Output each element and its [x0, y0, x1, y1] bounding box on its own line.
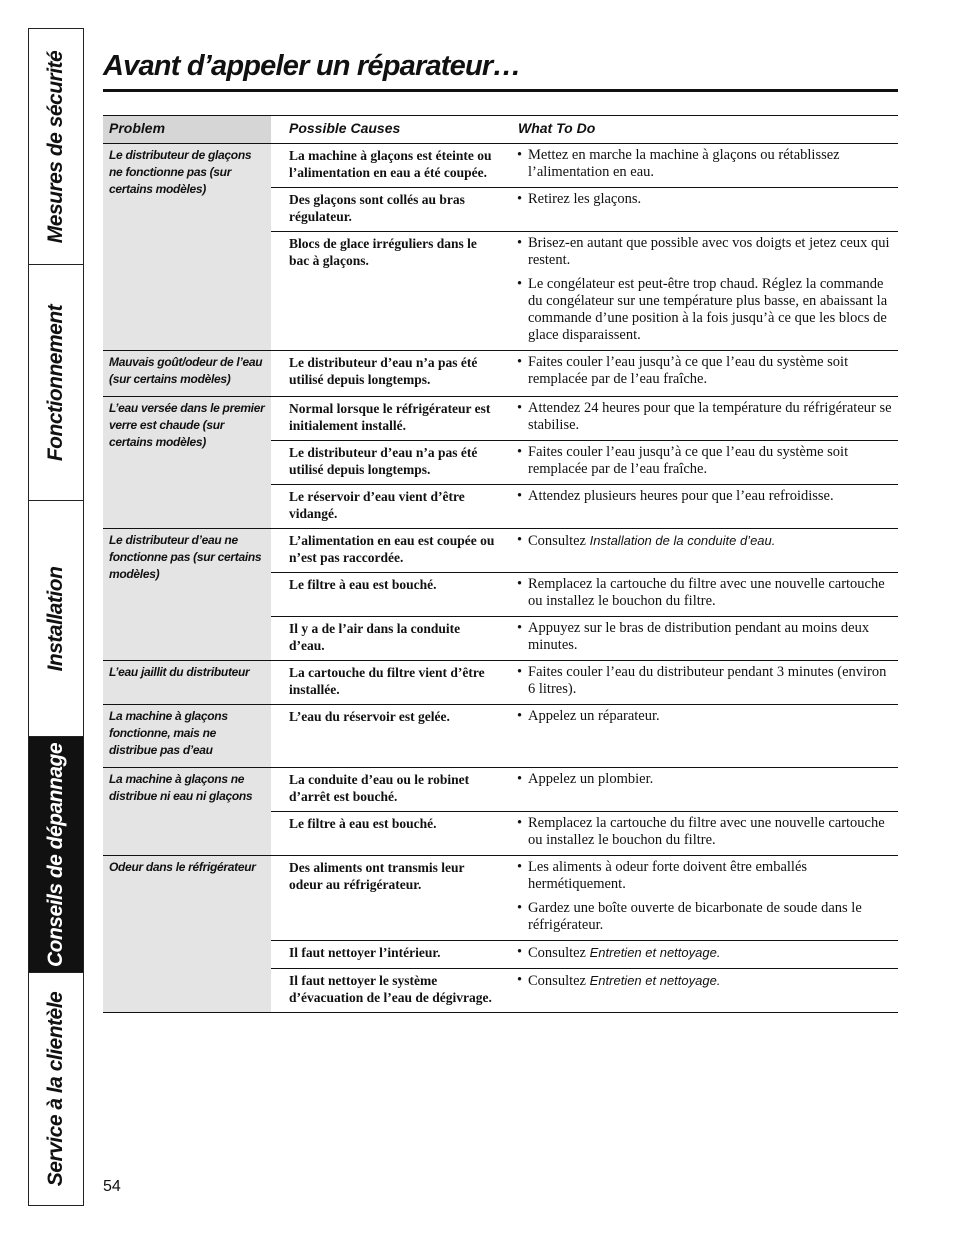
what-to-do-cell [501, 661, 898, 704]
cause-cell: Il faut nettoyer le système d’évacuation de l’eau de dégivrage. [289, 973, 492, 1005]
problem-section [103, 529, 898, 661]
action-text-wrap [528, 147, 894, 181]
problem-cell: Le distributeur de glaçons ne fonctionne pas (sur certains modèles) [103, 144, 271, 350]
side-tab-label: Installation [44, 566, 67, 671]
what-to-do-cell [501, 397, 898, 440]
problem-section [103, 397, 898, 529]
cause-rows [271, 705, 898, 767]
cause-cell: Il faut nettoyer l’intérieur. [289, 945, 441, 960]
action-text-wrap [528, 276, 894, 344]
what-to-do-cell [501, 144, 898, 187]
bullet-icon: • [517, 444, 523, 460]
action-text: Consultez [528, 973, 590, 989]
header-what-to-do: What To Do [518, 120, 596, 136]
table-row [271, 661, 898, 704]
cause-rows [271, 529, 898, 660]
cause-cell: Normal lorsque le réfrigérateur est initialement installé. [289, 401, 491, 433]
what-to-do-cell [501, 232, 898, 350]
section-tab-strip [28, 28, 84, 1206]
side-tab-label: Service à la clientèle [44, 991, 67, 1187]
problem-section [103, 351, 898, 397]
action-item [517, 444, 894, 478]
bullet-icon: • [517, 532, 523, 548]
what-to-do-cell [501, 573, 898, 616]
table-row [271, 768, 898, 811]
side-tab-troubleshooting[interactable] [29, 737, 83, 973]
action-item [517, 276, 894, 344]
bullet-icon: • [517, 147, 523, 163]
table-row [271, 616, 898, 660]
what-to-do-cell [501, 485, 898, 528]
action-item [517, 400, 894, 434]
cause-cell: Blocs de glace irréguliers dans le bac à glaçons. [289, 236, 477, 268]
what-to-do-cell [501, 856, 898, 940]
action-text: Attendez 24 heures pour que la température du réfrigérateur se stabilise. [528, 400, 892, 433]
action-text: Le congélateur est peut-être trop chaud. Réglez la commande du congélateur sur une température plus basse, en abaissant la commande d’une position à la fois jusqu’à ce que les blocs de glace disparaissent. [528, 276, 888, 343]
header-problem: Problem [109, 120, 166, 136]
table-body [103, 144, 898, 1013]
action-text-wrap [528, 664, 894, 698]
problem-section [103, 856, 898, 1013]
action-text: Attendez plusieurs heures pour que l’eau refroidisse. [528, 488, 834, 504]
action-item [517, 944, 894, 962]
problem-cell: L’eau jaillit du distributeur [103, 661, 271, 704]
action-text: Appuyez sur le bras de distribution pendant au moins deux minutes. [528, 620, 870, 653]
cause-cell: Des glaçons sont collés au bras régulateur. [289, 192, 465, 224]
action-item [517, 900, 894, 934]
action-text-wrap [528, 532, 775, 550]
action-text-wrap [528, 815, 894, 849]
table-row [271, 484, 898, 528]
table-row [271, 351, 898, 394]
bullet-icon: • [517, 944, 523, 960]
what-to-do-cell [501, 441, 898, 484]
action-item [517, 147, 894, 181]
action-text: Retirez les glaçons. [528, 191, 642, 207]
what-to-do-cell [501, 941, 898, 968]
cause-cell: Le filtre à eau est bouché. [289, 816, 437, 831]
action-item [517, 488, 894, 505]
bullet-icon: • [517, 900, 523, 916]
action-item [517, 354, 894, 388]
action-text: Les aliments à odeur forte doivent être emballés hermétiquement. [528, 859, 808, 892]
bullet-icon: • [517, 664, 523, 680]
action-item [517, 576, 894, 610]
action-text-wrap [528, 488, 834, 505]
action-text: Consultez [528, 533, 590, 549]
action-text: Appelez un plombier. [528, 771, 654, 787]
action-item [517, 972, 894, 990]
action-text: Appelez un réparateur. [528, 708, 660, 724]
problem-cell: Odeur dans le réfrigérateur [103, 856, 271, 1012]
bullet-icon: • [517, 771, 523, 787]
action-item [517, 859, 894, 893]
cross-reference: Entretien et nettoyage. [589, 973, 721, 988]
action-text: Faites couler l’eau jusqu’à ce que l’eau du système soit remplacée par de l’eau fraîche. [528, 354, 849, 387]
cause-rows [271, 351, 898, 396]
action-item [517, 664, 894, 698]
cause-rows [271, 768, 898, 855]
cause-cell: Le distributeur d’eau n’a pas été utilisé depuis longtemps. [289, 445, 478, 477]
bullet-icon: • [517, 276, 523, 292]
cross-reference: Installation de la conduite d’eau. [589, 533, 776, 548]
table-header [103, 115, 898, 144]
cause-cell: Le réservoir d’eau vient d’être vidangé. [289, 489, 465, 521]
cause-cell: Le distributeur d’eau n’a pas été utilisé depuis longtemps. [289, 355, 478, 387]
what-to-do-cell [501, 768, 898, 811]
action-item [517, 235, 894, 269]
action-text-wrap [528, 859, 894, 893]
table-row [271, 231, 898, 350]
what-to-do-cell [501, 969, 898, 1012]
table-row [271, 940, 898, 968]
side-tab-label: Mesures de sécurité [44, 50, 67, 243]
action-item [517, 815, 894, 849]
side-tab-safety[interactable] [29, 29, 83, 265]
action-text-wrap [528, 235, 894, 269]
action-text-wrap [528, 620, 894, 654]
title-divider [103, 89, 898, 92]
page-title: Avant d’appeler un réparateur… [103, 50, 521, 82]
cause-cell: Le filtre à eau est bouché. [289, 577, 437, 592]
bullet-icon: • [517, 191, 523, 207]
table-row [271, 144, 898, 187]
what-to-do-cell [501, 529, 898, 572]
action-text-wrap [528, 972, 720, 990]
what-to-do-cell [501, 812, 898, 855]
page-number: 54 [103, 1178, 121, 1195]
problem-section [103, 768, 898, 856]
action-text-wrap [528, 708, 660, 725]
header-possible-causes: Possible Causes [289, 120, 401, 136]
troubleshooting-table [103, 115, 898, 1013]
problem-cell: L’eau versée dans le premier verre est chaude (sur certains modèles) [103, 397, 271, 528]
action-text-wrap [528, 354, 894, 388]
problem-section [103, 661, 898, 705]
side-tab-customer-service[interactable] [29, 973, 83, 1205]
action-text: Faites couler l’eau du distributeur pendant 3 minutes (environ 6 litres). [528, 664, 887, 697]
problem-section [103, 705, 898, 768]
bullet-icon: • [517, 815, 523, 831]
table-row [271, 397, 898, 440]
action-item [517, 532, 894, 550]
action-text-wrap [528, 576, 894, 610]
table-row [271, 529, 898, 572]
cause-rows [271, 661, 898, 704]
cause-rows [271, 397, 898, 528]
action-text: Mettez en marche la machine à glaçons ou rétablissez l’alimentation en eau. [528, 147, 840, 180]
action-text: Consultez [528, 945, 590, 961]
bullet-icon: • [517, 620, 523, 636]
action-text: Remplacez la cartouche du filtre avec une nouvelle cartouche ou installez le bouchon du filtre. [528, 815, 885, 848]
cause-cell: La machine à glaçons est éteinte ou l’alimentation en eau a été coupée. [289, 148, 492, 180]
what-to-do-cell [501, 351, 898, 394]
action-text-wrap [528, 444, 894, 478]
table-row [271, 187, 898, 231]
side-tab-installation[interactable] [29, 501, 83, 737]
cause-cell: Il y a de l’air dans la conduite d’eau. [289, 621, 461, 653]
what-to-do-cell [501, 617, 898, 660]
cause-rows [271, 856, 898, 1012]
cause-cell: L’alimentation en eau est coupée ou n’est pas raccordée. [289, 533, 495, 565]
table-row [271, 705, 898, 731]
problem-cell: Mauvais goût/odeur de l’eau (sur certains modèles) [103, 351, 271, 396]
bullet-icon: • [517, 488, 523, 504]
bullet-icon: • [517, 576, 523, 592]
cause-rows [271, 144, 898, 350]
action-text-wrap [528, 400, 894, 434]
table-row [271, 572, 898, 616]
cross-reference: Entretien et nettoyage. [589, 945, 721, 960]
side-tab-label: Conseils de dépannage [44, 742, 67, 967]
table-row [271, 811, 898, 855]
what-to-do-cell [501, 705, 898, 731]
bullet-icon: • [517, 235, 523, 251]
problem-cell: La machine à glaçons fonctionne, mais ne distribue pas d’eau [103, 705, 271, 767]
bullet-icon: • [517, 859, 523, 875]
action-item [517, 191, 894, 208]
action-text: Gardez une boîte ouverte de bicarbonate de soude dans le réfrigérateur. [528, 900, 862, 933]
action-item [517, 708, 894, 725]
bullet-icon: • [517, 708, 523, 724]
problem-section [103, 144, 898, 351]
action-text-wrap [528, 944, 720, 962]
problem-cell: Le distributeur d’eau ne fonctionne pas (sur certains modèles) [103, 529, 271, 660]
action-text-wrap [528, 771, 653, 788]
action-text: Faites couler l’eau jusqu’à ce que l’eau du système soit remplacée par de l’eau fraîche. [528, 444, 849, 477]
bullet-icon: • [517, 400, 523, 416]
action-text-wrap [528, 191, 641, 208]
action-item [517, 620, 894, 654]
side-tab-label: Fonctionnement [44, 304, 67, 461]
bullet-icon: • [517, 972, 523, 988]
cause-cell: La conduite d’eau ou le robinet d’arrêt est bouché. [289, 772, 470, 804]
table-row [271, 856, 898, 940]
cause-cell: Des aliments ont transmis leur odeur au réfrigérateur. [289, 860, 465, 892]
table-row [271, 968, 898, 1012]
problem-cell: La machine à glaçons ne distribue ni eau ni glaçons [103, 768, 271, 855]
action-text-wrap [528, 900, 894, 934]
bullet-icon: • [517, 354, 523, 370]
what-to-do-cell [501, 188, 898, 231]
action-text: Brisez-en autant que possible avec vos doigts et jetez ceux qui restent. [528, 235, 890, 268]
action-item [517, 771, 894, 788]
cause-cell: L’eau du réservoir est gelée. [289, 709, 450, 724]
side-tab-operation[interactable] [29, 265, 83, 501]
action-text: Remplacez la cartouche du filtre avec une nouvelle cartouche ou installez le bouchon du filtre. [528, 576, 885, 609]
cause-cell: La cartouche du filtre vient d’être installée. [289, 665, 485, 697]
table-row [271, 440, 898, 484]
